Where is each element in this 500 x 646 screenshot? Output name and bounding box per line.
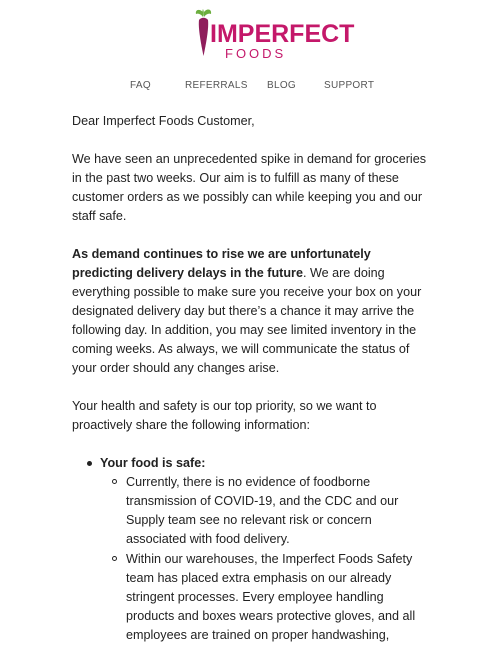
nav-blog-link[interactable]: BLOG <box>267 80 296 91</box>
brand-logo[interactable] <box>0 8 500 64</box>
nav-support-link[interactable]: SUPPORT <box>324 80 375 91</box>
nav-faq-link[interactable]: FAQ <box>130 80 151 91</box>
food-safe-heading: Your food is safe: <box>100 456 206 470</box>
top-nav <box>0 80 500 96</box>
brand-name: IMPERFECT <box>210 20 355 48</box>
delays-details: . We are doing everything possible to make sure you receive your box on your designated delivery day but there’s a chance it may arrive the following day. In addition, you may see limited inventory in the coming weeks. As always, we will communicate the status of your order should any changes arise. <box>72 266 422 375</box>
safety-info-list <box>72 454 434 645</box>
list-item: Within our warehouses, the Imperfect Foods Safety team has placed extra emphasis on our already stringent processes. Every employee handling products and boxes wears protective gloves, and all employees are trained on proper handwashing, <box>126 550 434 645</box>
list-item: Currently, there is no evidence of foodborne transmission of COVID-19, and the CDC and our Supply team see no relevant risk or concern associated with food delivery. <box>126 473 434 549</box>
nav-referrals-link[interactable]: REFERRALS <box>185 80 248 91</box>
letter-paragraph-safety: Your health and safety is our top priority, so we want to proactively share the following information: <box>72 399 377 432</box>
letter-paragraph-delays <box>72 245 434 378</box>
letter-greeting: Dear Imperfect Foods Customer, <box>72 114 255 128</box>
letter-body <box>72 112 434 646</box>
delays-emphasis: As demand continues to rise we are unfortunately predicting delivery delays in the future <box>72 247 371 280</box>
list-item <box>100 454 434 645</box>
food-safe-sublist <box>100 473 434 645</box>
letter-paragraph-demand: We have seen an unprecedented spike in demand for groceries in the past two weeks. Our aim is to fulfill as many of these customer orders as we possibly can while keeping you and our staff safe. <box>72 152 427 223</box>
brand-subname: FOODS <box>225 46 287 61</box>
